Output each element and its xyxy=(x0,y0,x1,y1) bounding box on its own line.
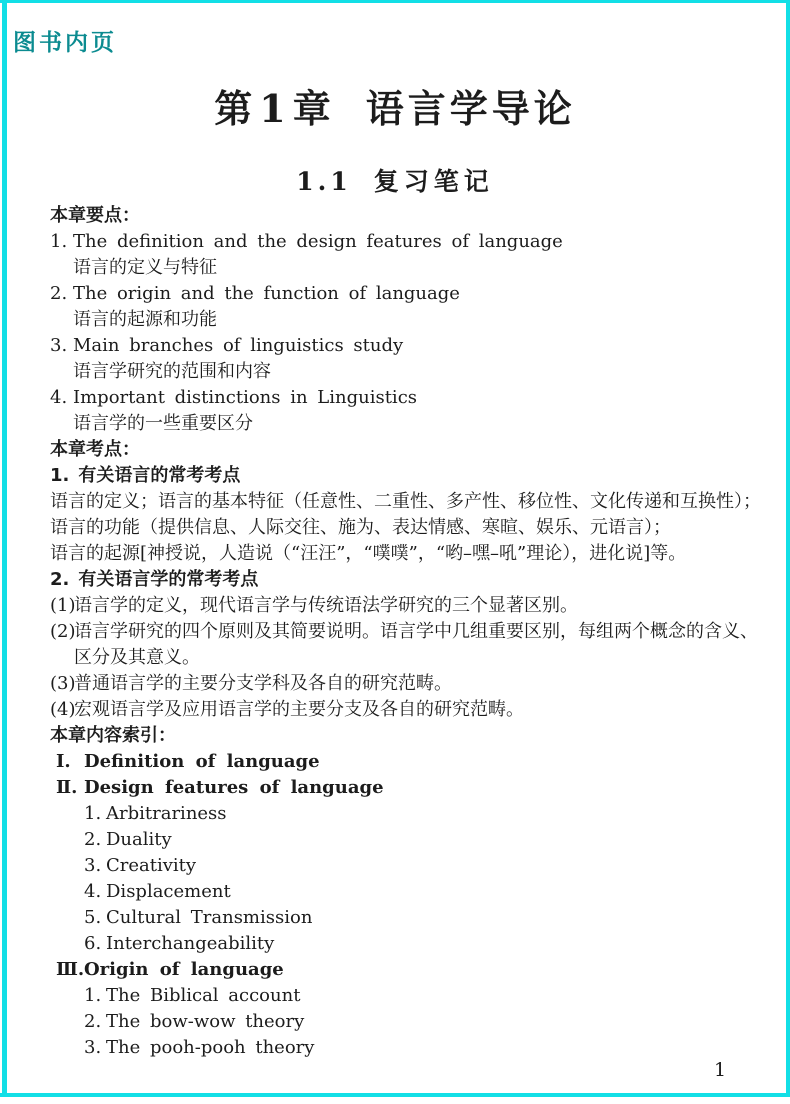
index-item xyxy=(50,931,762,957)
item-label: The pooh-pooh theory xyxy=(106,1037,315,1058)
item-number: (2) xyxy=(50,621,76,642)
chapter-title xyxy=(0,78,790,133)
key-point-item xyxy=(50,333,762,359)
key-point-translation: 语言的起源和功能 xyxy=(73,309,217,330)
item-number: 2. xyxy=(84,1011,102,1032)
key-point-translation: 语言的定义与特征 xyxy=(73,257,217,278)
chapter-number: 第1章 xyxy=(214,86,338,131)
exam-points-heading: 本章考点： xyxy=(50,439,140,460)
index-section xyxy=(50,957,762,983)
index-item xyxy=(50,827,762,853)
key-point-item xyxy=(50,385,762,411)
page-type-label: 图书内页 xyxy=(13,30,117,56)
paragraph-line: 语言的定义；语言的基本特征（任意性、二重性、多产性、移位性、文化传递和互换性）； xyxy=(50,491,761,512)
item-number: 3. xyxy=(50,335,68,356)
group-number: 2. xyxy=(50,569,70,590)
exam-group-heading xyxy=(50,463,762,489)
roman-numeral: Ⅱ. xyxy=(56,777,78,798)
section-name: 复习笔记 xyxy=(373,167,494,196)
key-point-item xyxy=(50,229,762,255)
item-label: Duality xyxy=(106,829,172,850)
index-item xyxy=(50,905,762,931)
item-label: Interchangeability xyxy=(106,933,275,954)
item-number: (1) xyxy=(50,595,76,616)
item-number: 2. xyxy=(84,829,102,850)
item-number: 4. xyxy=(50,387,68,408)
item-label: Cultural Transmission xyxy=(106,907,313,928)
index-item xyxy=(50,801,762,827)
index-section-title: Origin of language xyxy=(84,959,284,980)
item-number: (4) xyxy=(50,699,76,720)
key-point-translation: 语言学的一些重要区分 xyxy=(73,413,253,434)
index-item xyxy=(50,1035,762,1061)
item-text: 语言学的定义，现代语言学与传统语法学研究的三个显著区别。 xyxy=(74,595,578,616)
item-text: 语言学研究的四个原则及其简要说明。语言学中几组重要区别，每组两个概念的含义、 xyxy=(74,621,758,642)
item-number: 1. xyxy=(84,803,102,824)
roman-numeral: Ⅲ. xyxy=(56,959,85,980)
page-body xyxy=(50,203,762,1061)
item-label: Arbitrariness xyxy=(106,803,227,824)
exam-list-item xyxy=(50,697,762,723)
item-number: 2. xyxy=(50,283,68,304)
key-point-translation: 语言学研究的范围和内容 xyxy=(73,361,271,382)
item-number: (3) xyxy=(50,673,76,694)
frame-bottom-line xyxy=(0,1093,790,1097)
item-number: 1. xyxy=(84,985,102,1006)
item-label: The bow-wow theory xyxy=(106,1011,305,1032)
item-label: Displacement xyxy=(106,881,231,902)
item-number: 5. xyxy=(84,907,102,928)
exam-list-item xyxy=(50,671,762,697)
paragraph-line: 语言的起源[神授说，人造说（“汪汪”，“噗噗”，“哟–嘿–吼”理论），进化说]等。 xyxy=(50,543,687,564)
item-text: 普通语言学的主要分支学科及各自的研究范畴。 xyxy=(74,673,452,694)
exam-list-item-continuation: 区分及其意义。 xyxy=(74,647,200,668)
item-text-en: The origin and the function of language xyxy=(73,283,460,304)
paragraph-line: 语言的功能（提供信息、人际交往、施为、表达情感、寒暄、娱乐、元语言）； xyxy=(50,517,671,538)
item-label: The Biblical account xyxy=(106,985,301,1006)
key-point-item xyxy=(50,281,762,307)
item-text-en: Important distinctions in Linguistics xyxy=(73,387,418,408)
roman-numeral: Ⅰ. xyxy=(56,751,71,772)
exam-group-heading xyxy=(50,567,762,593)
exam-list-item xyxy=(50,619,762,645)
page-number: 1 xyxy=(714,1059,727,1081)
item-number: 1. xyxy=(50,231,68,252)
index-item xyxy=(50,853,762,879)
item-number: 4. xyxy=(84,881,102,902)
exam-list-item xyxy=(50,593,762,619)
item-text-en: Main branches of linguistics study xyxy=(73,335,404,356)
index-section-title: Design features of language xyxy=(84,777,384,798)
index-section xyxy=(50,749,762,775)
chapter-name: 语言学导论 xyxy=(365,86,576,131)
item-text-en: The definition and the design features of language xyxy=(73,231,563,252)
index-item xyxy=(50,879,762,905)
section-title xyxy=(0,162,790,198)
group-number: 1. xyxy=(50,465,70,486)
frame-top-line xyxy=(0,0,790,3)
index-item xyxy=(50,1009,762,1035)
section-number: 1.1 xyxy=(296,167,352,196)
index-section xyxy=(50,775,762,801)
group-title: 有关语言的常考考点 xyxy=(78,465,241,486)
item-label: Creativity xyxy=(106,855,197,876)
key-points-heading: 本章要点： xyxy=(50,205,140,226)
item-number: 3. xyxy=(84,1037,102,1058)
index-section-title: Definition of language xyxy=(84,751,320,772)
index-item xyxy=(50,983,762,1009)
item-number: 6. xyxy=(84,933,102,954)
item-text: 宏观语言学及应用语言学的主要分支及各自的研究范畴。 xyxy=(74,699,524,720)
content-index-heading: 本章内容索引： xyxy=(50,725,176,746)
item-number: 3. xyxy=(84,855,102,876)
group-title: 有关语言学的常考考点 xyxy=(78,569,259,590)
